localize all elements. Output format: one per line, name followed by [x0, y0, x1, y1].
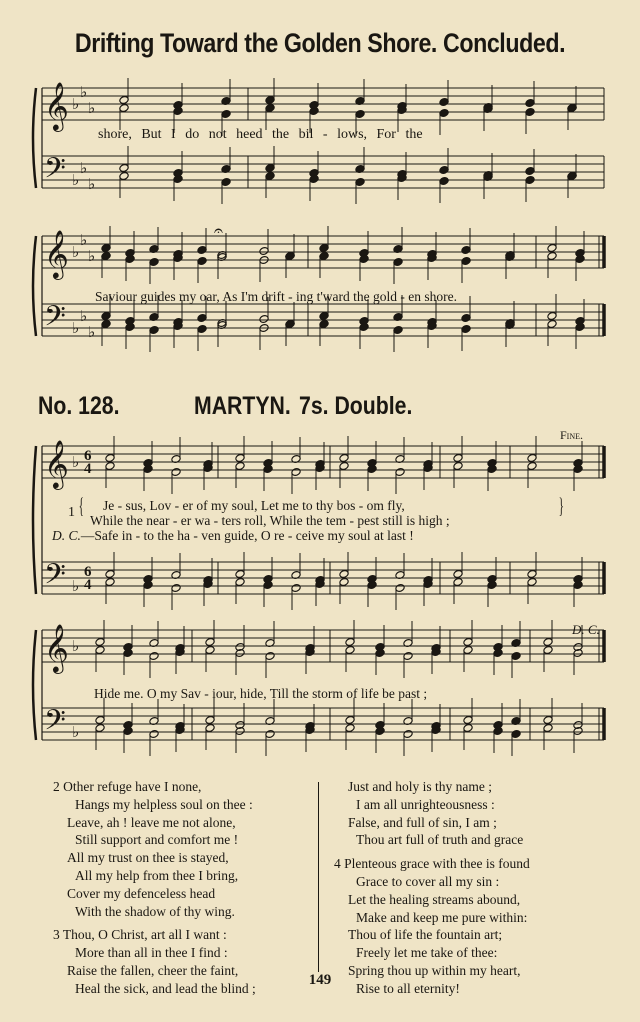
- right-verse-line: Make and keep me pure within:: [356, 909, 528, 925]
- treble-clef-icon: 𝄞: [44, 229, 69, 278]
- verse-text: Thou, O Christ, art all I want :: [62, 927, 227, 943]
- verses-right-column: [334, 778, 530, 998]
- system-brace: [33, 88, 36, 188]
- brace-close: }: [558, 493, 564, 518]
- fermata-icon: 𝄐: [214, 221, 223, 240]
- lyrics-line-1: shore, But I do not heed the bil - lows, For the: [98, 127, 423, 142]
- hymn-number: No. 128.: [38, 392, 120, 420]
- dc-prefix: D. C.: [52, 528, 81, 543]
- flat-icon: ♭: [72, 637, 80, 655]
- verse-text: Just and holy is thy name ;: [348, 779, 492, 794]
- right-verse-line: Let the healing streams abound,: [348, 891, 521, 907]
- verse-number: 3: [53, 927, 63, 943]
- right-verse-line: Thou of life the fountain art;: [348, 927, 503, 943]
- hymn-meter: 7s. Double.: [299, 392, 413, 420]
- treble-clef-icon: 𝄞: [44, 623, 69, 672]
- hymn-name: MARTYN.: [194, 392, 291, 420]
- left-verse-line: All my trust on thee is stayed,: [67, 850, 229, 866]
- flat-icon: ♭: [80, 231, 88, 249]
- flat-icon: ♭: [72, 243, 80, 261]
- left-verse-line: Leave, ah ! leave me not alone,: [67, 814, 236, 830]
- right-verse-line: Spring thou up within my heart,: [348, 962, 521, 978]
- verse-text: Other refuge have I none,: [63, 779, 202, 794]
- left-verse-line: Raise the fallen, cheer the faint,: [67, 962, 239, 978]
- system-brace: [33, 446, 36, 594]
- flat-icon: ♭: [72, 171, 80, 189]
- lyrics-line-b: While the near - er wa - ters roll, While the tem - pest still is high ;: [90, 513, 450, 528]
- flat-icon: ♭: [80, 83, 88, 101]
- right-verse-line: Thou art full of truth and grace: [356, 832, 524, 848]
- flat-icon: ♭: [72, 95, 80, 113]
- right-verse-line: Freely let me take of thee:: [356, 945, 498, 961]
- treble-clef-icon: 𝄞: [44, 439, 69, 488]
- system-brace: [33, 630, 36, 740]
- flat-icon: ♭: [72, 577, 80, 595]
- brace-open: {: [78, 493, 84, 518]
- left-verse-line: All my help from thee I bring,: [75, 867, 239, 883]
- flat-icon: ♭: [88, 175, 96, 193]
- left-verse-line: More than all in thee I find :: [75, 945, 228, 961]
- verse-number: 2: [53, 779, 64, 794]
- flat-icon: ♭: [88, 323, 96, 341]
- right-verse-line: [334, 778, 530, 796]
- left-verse-line: Heal the sick, and lead the blind ;: [75, 980, 256, 996]
- verse-number: 4: [334, 856, 345, 872]
- flat-icon: ♭: [80, 159, 88, 177]
- left-verse-line: Hangs my helpless soul on thee :: [75, 796, 253, 812]
- right-verse-line: Rise to all eternity!: [356, 980, 460, 996]
- left-verse-line: [53, 778, 256, 796]
- right-verse-line: False, and full of sin, I am ;: [348, 814, 497, 830]
- verses-left-column: [53, 778, 256, 998]
- page-number: 149: [308, 972, 332, 988]
- system-brace: [33, 236, 36, 336]
- lyrics-line-c-text: —Safe in - to the ha - ven guide, O re - ceive my soul at last !: [80, 528, 414, 543]
- right-verse-line: Grace to cover all my sin :: [356, 873, 500, 889]
- left-verse-line: Still support and comfort me !: [75, 832, 239, 848]
- flat-icon: ♭: [80, 307, 88, 325]
- time-sig-bottom-bass: 4: [84, 577, 92, 593]
- column-divider: [318, 782, 319, 972]
- bass-clef-icon: 𝄢: [44, 152, 66, 192]
- lyrics-line-d: Hide me. O my Sav - iour, hide, Till the storm of life be past ;: [94, 686, 428, 701]
- treble-clef-icon: 𝄞: [44, 81, 69, 130]
- page-title: Drifting Toward the Golden Shore. Concluded.: [74, 28, 566, 58]
- time-sig-top-bass: 6: [84, 564, 92, 580]
- left-verse-line: Cover my defenceless head: [67, 885, 216, 901]
- time-sig-bottom-treble: 4: [84, 461, 92, 477]
- verse-number: 1: [68, 505, 75, 520]
- bass-clef-icon: 𝄢: [44, 300, 66, 340]
- lyrics-line-a: Je - sus, Lov - er of my soul, Let me to thy bos - om fly,: [103, 498, 405, 513]
- lyrics-line-2: Saviour guides my oar, As I'm drift - ing t'ward the gold - en shore.: [95, 289, 458, 304]
- lyrics-line-c: [52, 528, 414, 544]
- flat-icon: ♭: [88, 99, 96, 117]
- right-verse-line: [334, 855, 530, 873]
- dc-label: D. C.: [572, 622, 600, 637]
- flat-icon: ♭: [72, 723, 80, 741]
- flat-icon: ♭: [88, 247, 96, 265]
- verse-text: Plenteous grace with thee is found: [344, 856, 530, 872]
- left-verse-line: With the shadow of thy wing.: [75, 903, 235, 919]
- right-verse-line: I am all unrighteousness :: [356, 796, 495, 812]
- fine-label: Fine.: [560, 428, 584, 442]
- bass-clef-icon: 𝄢: [44, 704, 66, 744]
- flat-icon: ♭: [72, 453, 80, 471]
- flat-icon: ♭: [72, 319, 80, 337]
- left-verse-line: [53, 926, 256, 944]
- time-sig-top-treble: 6: [84, 448, 92, 464]
- bass-clef-icon: 𝄢: [44, 558, 66, 598]
